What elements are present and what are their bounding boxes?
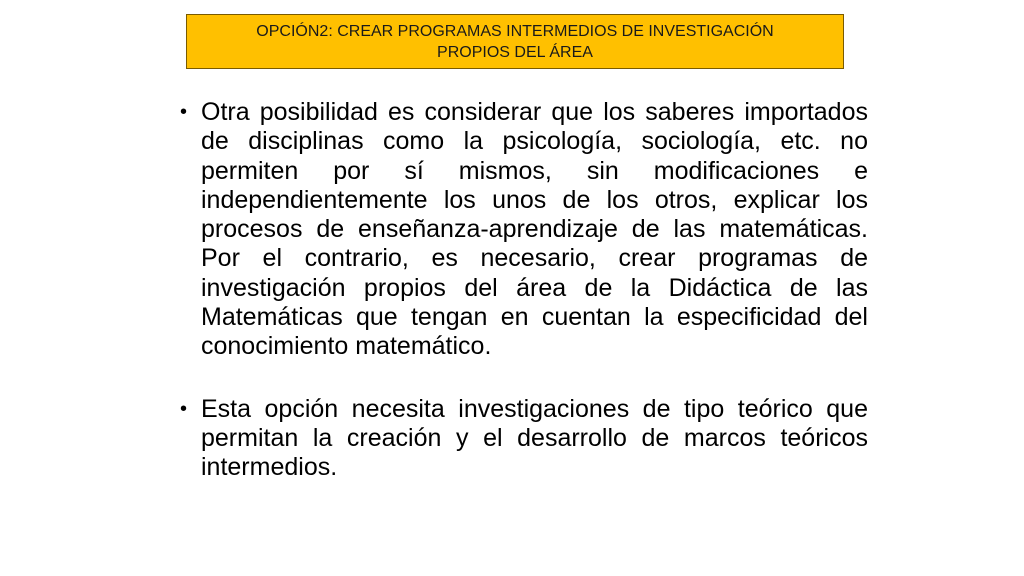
bullet-text: Esta opción necesita investigaciones de tipo teórico que permitan la creación y el desarrollo de marcos teóricos intermedios. [201,394,868,482]
bullet-item [180,395,868,483]
bullet-item [180,98,868,362]
slide-title: OPCIÓN2: CREAR PROGRAMAS INTERMEDIOS DE INVESTIGACIÓN PROPIOS DEL ÁREA [256,22,774,61]
bullet-icon: • [180,397,188,420]
bullet-text: Otra posibilidad es considerar que los saberes importados de disciplinas como la psicología, sociología, etc. no permiten por sí mismos, sin modificaciones e independientemente los unos de los otros, explicar los procesos de enseñanza-aprendizaje de las matemáticas. Por el contrario, es necesario, crear programas de investigación propios del área de la Didáctica de las Matemáticas que tengan en cuentan la especificidad del conocimiento matemático. [201,98,868,361]
bullet-list [180,98,868,483]
title-box [186,14,844,69]
bullet-icon: • [180,101,188,123]
